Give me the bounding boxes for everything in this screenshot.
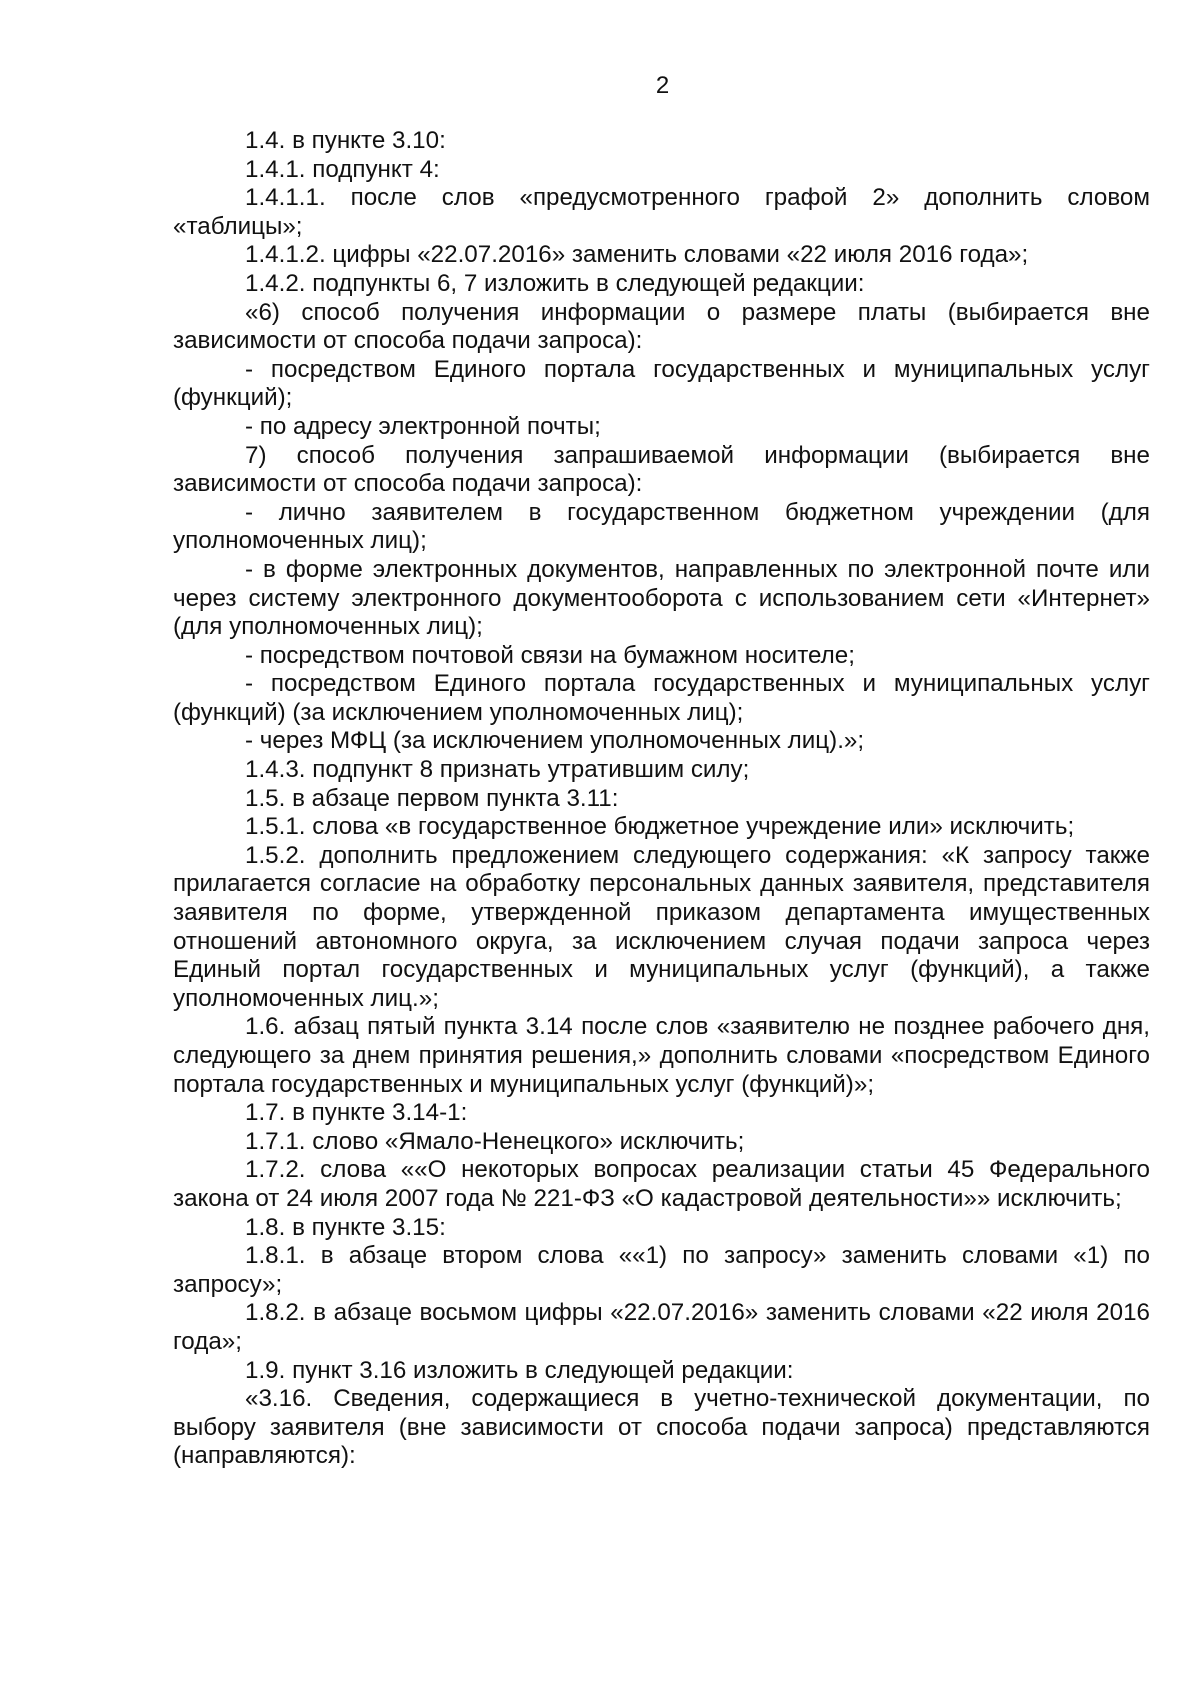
paragraph: 1.4.1. подпункт 4: <box>245 155 440 183</box>
paragraph: 7) способ получения запрашиваемой информации (выбирается вне зависимости от способа подачи запроса): <box>173 441 1150 498</box>
paragraph: 1.9. пункт 3.16 изложить в следующей редакции: <box>245 1356 794 1384</box>
paragraph: 1.4.1.1. после слов «предусмотренного графой 2» дополнить словом «таблицы»; <box>173 184 1150 240</box>
paragraph: 1.8. в пункте 3.15: <box>245 1213 446 1241</box>
paragraph: - посредством почтовой связи на бумажном носителе; <box>245 641 855 669</box>
paragraph: 1.4. в пункте 3.10: <box>245 127 446 154</box>
paragraph: - по адресу электронной почты; <box>245 412 601 440</box>
paragraph: 1.8.1. в абзаце втором слова ««1) по запросу» заменить словами «1) по запросу»; <box>173 1242 1150 1298</box>
paragraph: 1.6. абзац пятый пункта 3.14 после слов «заявителю не позднее рабочего дня, следующего за днем принятия решения,» дополнить словами «посредством Единого портала государственных и муниципальных услуг (функций)»; <box>173 1013 1150 1098</box>
paragraph: 1.4.2. подпункты 6, 7 изложить в следующей редакции: <box>245 269 865 297</box>
paragraph: - лично заявителем в государственном бюджетном учреждении (для уполномоченных лиц); <box>173 498 1150 555</box>
paragraph: 1.5.1. слова «в государственное бюджетное учреждение или» исключить; <box>245 813 1075 841</box>
paragraph: 1.7.1. слово «Ямало-Ненецкого» исключить; <box>245 1127 745 1155</box>
page-number: 2 <box>655 72 670 99</box>
paragraph: «6) способ получения информации о размере платы (выбирается вне зависимости от способа подачи запроса): <box>173 298 1150 355</box>
paragraph: 1.8.2. в абзаце восьмом цифры «22.07.2016» заменить словами «22 июля 2016 года»; <box>173 1299 1150 1355</box>
paragraph: 1.4.1.2. цифры «22.07.2016» заменить словами «22 июля 2016 года»; <box>245 241 1029 269</box>
paragraph: 1.7. в пункте 3.14-1: <box>245 1099 468 1127</box>
paragraph: - через МФЦ (за исключением уполномоченных лиц).»; <box>245 727 865 755</box>
paragraph: 1.7.2. слова ««О некоторых вопросах реализации статьи 45 Федерального закона от 24 июля 2007 года № 221-ФЗ «О кадастровой деятельности»» исключить; <box>173 1156 1150 1212</box>
paragraph: - посредством Единого портала государственных и муниципальных услуг (функций); <box>173 355 1150 412</box>
paragraph: «3.16. Сведения, содержащиеся в учетно-технической документации, по выбору заявителя (вне зависимости от способа подачи запроса) представляются (направляются): <box>173 1385 1150 1470</box>
document-body <box>173 127 1150 1471</box>
paragraph: 1.5.2. дополнить предложением следующего содержания: «К запросу также прилагается согласие на обработку персональных данных заявителя, представителя заявителя по форме, утвержденной приказом департамента имущественных отношений автономного округа, за исключением случая подачи запроса через Единый портал государственных и муниципальных услуг (функций), а также уполномоченных лиц.»; <box>173 841 1150 1012</box>
paragraph: - в форме электронных документов, направленных по электронной почте или через систему электронного документооборота с использованием сети «Интернет» (для уполномоченных лиц); <box>173 555 1150 641</box>
paragraph: - посредством Единого портала государственных и муниципальных услуг (функций) (за исключением уполномоченных лиц); <box>173 670 1150 726</box>
paragraph: 1.5. в абзаце первом пункта 3.11: <box>245 784 619 812</box>
paragraph: 1.4.3. подпункт 8 признать утратившим силу; <box>245 756 750 784</box>
